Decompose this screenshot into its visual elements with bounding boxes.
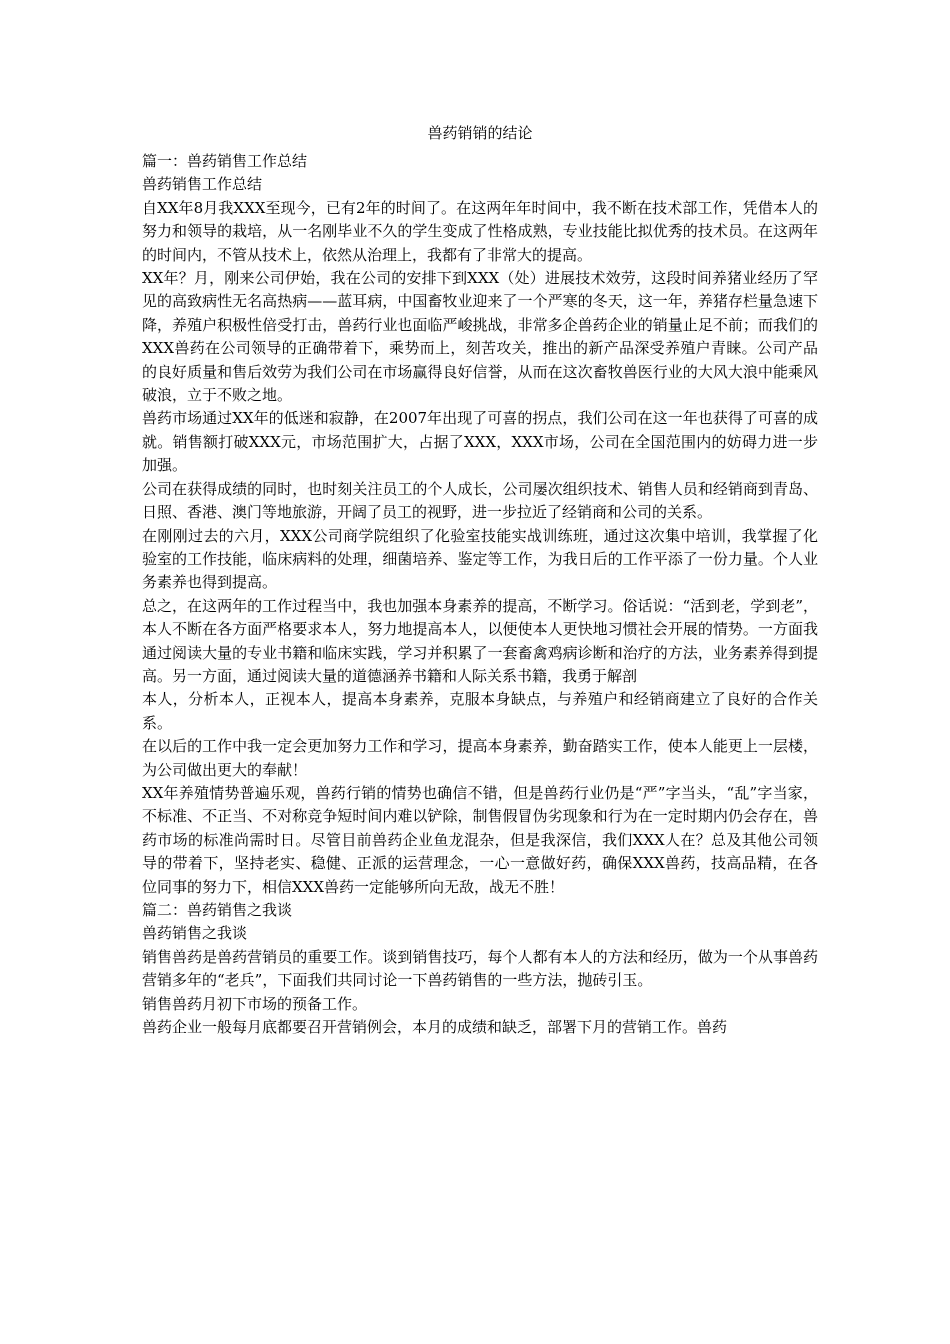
paragraph: 在刚刚过去的六月，XXX公司商学院组织了化验室技能实战训练班，通过这次集中培训，我掌握了化验室的工作技能，临床病料的处理，细菌培养、鉴定等工作，为我日后的工作平添了一份力量。个人业务素养也得到提高。 <box>142 526 818 592</box>
paragraph: 兽药销售工作总结 <box>142 175 263 194</box>
paragraph: 销售兽药是兽药营销员的重要工作。谈到销售技巧，每个人都有本人的方法和经历，做为一个从事兽药营销多年的“老兵”，下面我们共同讨论一下兽药销售的一些方法，抛砖引玉。 <box>142 947 818 990</box>
paragraph: 销售兽药月初下市场的预备工作。 <box>142 994 368 1013</box>
paragraph: 公司在获得成绩的同时，也时刻关注员工的个人成长，公司屡次组织技术、销售人员和经销商到青岛、日照、香港、澳门等地旅游，开阔了员工的视野，进一步拉近了经销商和公司的关系。 <box>142 479 818 522</box>
document-title: 兽药销销的结论 <box>427 124 533 142</box>
paragraph: 本人，分析本人，正视本人，提高本身素养，克服本身缺点，与养殖户和经销商建立了良好的合作关系。 <box>142 690 818 732</box>
paragraph: 兽药销售之我谈 <box>142 924 248 943</box>
paragraph: 篇一：兽药销售工作总结 <box>142 152 308 170</box>
paragraph: 在以后的工作中我一定会更加努力工作和学习，提高本身素养，勤奋踏实工作，使本人能更上一层楼，为公司做出更大的奉献！ <box>142 737 818 779</box>
document-body <box>142 150 818 1039</box>
paragraph: 篇二：兽药销售之我谈 <box>142 901 293 919</box>
paragraph: 兽药市场通过XX年的低迷和寂静，在2007年出现了可喜的拐点，我们公司在这一年也获得了可喜的成就。销售额打破XXX元，市场范围扩大，占据了XXX，XXX市场，公司在全国范围内的妨碍力进一步加强。 <box>142 409 818 475</box>
document-page <box>142 120 818 1039</box>
paragraph: XX年养殖情势普遍乐观，兽药行销的情势也确信不错，但是兽药行业仍是“严”字当头，“乱”字当家，不标准、不正当、不对称竞争短时间内难以铲除，制售假冒伪劣现象和行为在一定时期内仍会存在，兽药市场的标准尚需时日。尽管目前兽药企业鱼龙混杂，但是我深信，我们XXX人在？总及其他公司领导的带着下，坚持老实、稳健、正派的运营理念，一心一意做好药，确保XXX兽药，技高品精，在各位同事的努力下，相信XXX兽药一定能够所向无敌，战无不胜！ <box>142 783 818 896</box>
paragraph: 总之，在这两年的工作过程当中，我也加强本身素养的提高，不断学习。俗话说：“活到老，学到老”，本人不断在各方面严格要求本人，努力地提高本人，以便使本人更快地习惯社会开展的情势。一方面我通过阅读大量的专业书籍和临床实践，学习并积累了一套畜禽鸡病诊断和治疗的方法，业务素养得到提高。另一方面，通过阅读大量的道德涵养书籍和人际关系书籍，我勇于解剖 <box>142 596 818 685</box>
paragraph: XX年？月，刚来公司伊始，我在公司的安排下到XXX（处）进展技术效劳，这段时间养猪业经历了罕见的高致病性无名高热病——蓝耳病，中国畜牧业迎来了一个严寒的冬天，这一年，养猪存栏量急速下降，养殖户积极性倍受打击，兽药行业也面临严峻挑战，非常多企兽药企业的销量止足不前；而我们的XXX兽药在公司领导的正确带着下，乘势而上，刻苦攻关，推出的新产品深受养殖户青睐。公司产品的良好质量和售后效劳为我们公司在市场赢得良好信誉，从而在这次畜牧兽医行业的大风大浪中能乘风破浪，立于不败之地。 <box>142 269 818 405</box>
paragraph: 自XX年8月我XXX至现今，已有2年的时间了。在这两年年时间中，我不断在技术部工作，凭借本人的努力和领导的栽培，从一名刚毕业不久的学生变成了性格成熟，专业技能比拟优秀的技术员。在这两年的时间内，不管从技术上，依然从治理上，我都有了非常大的提高。 <box>142 198 818 264</box>
paragraph: 兽药企业一般每月底都要召开营销例会，本月的成绩和缺乏，部署下月的营销工作。兽药 <box>142 1018 728 1037</box>
